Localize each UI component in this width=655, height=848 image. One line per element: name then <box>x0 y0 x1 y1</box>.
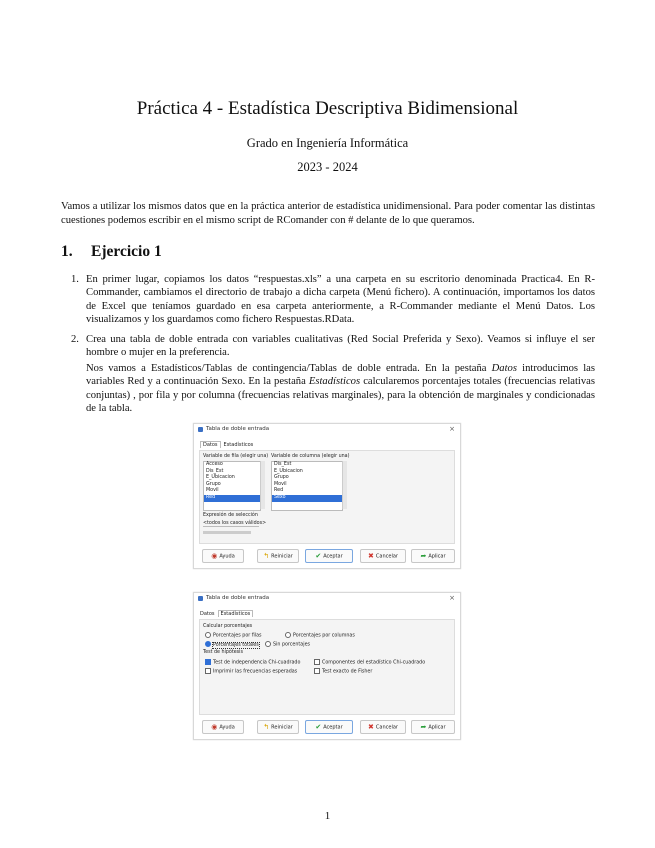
radio-no-percentages[interactable] <box>265 641 310 648</box>
checkbox-label: Test de independencia Chi-cuadrado <box>213 660 301 666</box>
ok-button[interactable] <box>305 549 353 563</box>
list-item <box>71 273 595 327</box>
radio-label: Porcentajes por filas <box>213 633 262 639</box>
tab-data[interactable]: Datos <box>200 441 221 448</box>
radio-row-percentages[interactable] <box>205 632 262 639</box>
apply-button[interactable] <box>411 549 455 563</box>
intro-paragraph: Vamos a utilizar los mismos datos que en la práctica anterior de estadística unidimensional. Para poder comentar las distintas cuestiones podemos escribir en el mismo script de RComander con # delante de lo que queramos. <box>61 201 595 226</box>
list-item[interactable]: Acceso <box>206 462 223 467</box>
list-item-text: Crea una tabla de doble entrada con variables cualitativas (Red Social Preferida y Sexo). Veamos si influye el ser hombre o mujer en la preferencia. <box>86 334 595 359</box>
apply-label: Aplicar <box>428 553 446 560</box>
cancel-label: Cancelar <box>375 724 398 731</box>
document-subtitle: Grado en Ingeniería Informática <box>246 136 409 150</box>
cancel-button[interactable] <box>360 549 406 563</box>
checkbox-label: Componentes del estadístico Chi-cuadrado <box>322 660 426 666</box>
help-button[interactable] <box>202 720 244 734</box>
column-variable-label: Variable de columna (elegir una) <box>271 454 350 459</box>
section-heading <box>61 243 162 261</box>
page-number: 1 <box>324 810 331 822</box>
percentages-label: Calcular porcentajes <box>203 624 253 629</box>
cancel-label: Cancelar <box>375 553 398 560</box>
app-icon <box>198 596 203 601</box>
radio-label: Porcentajes por columnas <box>293 633 355 639</box>
row-variable-label: Variable de fila (elegir una) <box>203 454 269 459</box>
row-variable-list[interactable] <box>203 461 261 511</box>
radio-label: Porcentajes totales <box>213 642 259 648</box>
dialog-title: Tabla de doble entrada <box>206 595 270 601</box>
app-icon <box>198 427 203 432</box>
tab-statistics[interactable]: Estadísticos <box>223 442 254 448</box>
subset-input[interactable]: <todos los casos válidos> <box>203 521 267 526</box>
cancel-icon: ✖ <box>368 723 374 731</box>
check-icon: ✔ <box>315 723 322 731</box>
apply-button[interactable] <box>411 720 455 734</box>
dialog-title: Tabla de doble entrada <box>206 426 270 432</box>
list-item[interactable]: E_Ubicacion <box>206 475 235 481</box>
list-item-number: 2. <box>71 334 79 345</box>
document-year: 2023 - 2024 <box>297 160 358 174</box>
section-number: 1. <box>61 243 73 260</box>
list-item[interactable]: Movil <box>274 481 287 487</box>
instructions-paragraph <box>86 362 595 416</box>
apply-icon: ➦ <box>420 723 427 731</box>
radio-column-percentages[interactable] <box>285 632 355 639</box>
reset-label: Reiniciar <box>271 724 293 731</box>
para-text: introducimos las variables Red y a continuación Sexo. En la pestaña <box>86 363 595 388</box>
ok-button[interactable] <box>305 720 353 734</box>
list-item[interactable]: E_Ubicacion <box>274 468 303 474</box>
checkbox-icon <box>314 659 320 665</box>
list-item[interactable]: Grupo <box>206 481 221 487</box>
reset-icon: ↰ <box>263 552 270 560</box>
checkbox-label: Test exacto de Fisher <box>322 669 373 675</box>
close-icon[interactable]: × <box>449 425 455 433</box>
tab-statistics[interactable]: Estadísticos <box>218 610 254 617</box>
data-panel <box>199 450 455 544</box>
help-icon: ◉ <box>211 723 218 731</box>
dialog-titlebar <box>194 424 460 436</box>
reset-icon: ↰ <box>263 723 270 731</box>
section-title: Ejercicio 1 <box>91 243 162 260</box>
checkbox-fisher-test[interactable] <box>314 668 372 675</box>
tests-label: Test de hipótesis <box>203 650 244 655</box>
document-title: Práctica 4 - Estadística Descriptiva Bidimensional <box>136 98 519 119</box>
help-button[interactable] <box>202 549 244 563</box>
check-icon: ✔ <box>315 552 322 560</box>
cancel-icon: ✖ <box>368 552 374 560</box>
dialog-statistics-tab <box>193 592 461 740</box>
list-item-selected[interactable]: Sexo <box>272 495 342 502</box>
help-icon: ◉ <box>211 552 218 560</box>
list-item[interactable]: Movil <box>206 488 219 494</box>
scrollbar[interactable] <box>260 461 265 509</box>
checkbox-icon <box>205 659 211 665</box>
checkbox-chisq-test[interactable] <box>205 659 300 666</box>
apply-label: Aplicar <box>428 724 446 731</box>
reset-button[interactable] <box>257 549 299 563</box>
tab-data[interactable]: Datos <box>200 611 215 617</box>
apply-icon: ➦ <box>420 552 427 560</box>
list-item-selected[interactable]: Red <box>204 495 260 502</box>
tab-bar <box>200 611 256 617</box>
para-emphasis: Estadísticos <box>308 376 361 388</box>
para-text: calcularemos porcentajes totales (frecuencias relativas conjuntas) , por fila y por columna (frecuencias relativas marginales), para la obtención de marginales y condicionadas de la tabla. <box>86 376 595 415</box>
button-row <box>199 544 455 566</box>
horizontal-scrollbar[interactable] <box>203 531 251 534</box>
dialog-data-tab <box>193 423 461 569</box>
subset-label: Expresión de selección <box>203 513 258 518</box>
radio-icon <box>205 632 211 638</box>
checkbox-icon <box>314 668 320 674</box>
radio-label: Sin porcentajes <box>273 642 311 648</box>
ok-label: Aceptar <box>323 553 343 560</box>
statistics-panel <box>199 619 455 715</box>
list-item[interactable]: Dis_Est <box>206 468 224 474</box>
help-label: Ayuda <box>219 724 235 731</box>
para-emphasis: Datos <box>491 363 517 374</box>
reset-label: Reiniciar <box>271 553 293 560</box>
list-item-number: 1. <box>71 274 79 285</box>
button-row <box>199 715 455 737</box>
para-text: Nos vamos a Estadísticos/Tablas de contingencia/Tablas de doble entrada. En la pestaña <box>86 363 492 374</box>
checkbox-chisq-components[interactable] <box>314 659 425 666</box>
ok-label: Aceptar <box>323 724 343 731</box>
list-item-text: En primer lugar, copiamos los datos “respuestas.xls” a una carpeta en su escritorio denominada Practica4. En R-Commander, cambiamos el directorio de trabajo a dicha carpeta (Menú fichero). A continuación, importamos los datos de Excel que teníamos guardado en esa carpeta anteriormente, a R-Commander mediante el Menú Datos. Los visualizamos y los guardamos como fichero Respuestas.RData. <box>86 274 595 326</box>
radio-icon <box>285 632 291 638</box>
list-item[interactable]: Red <box>274 488 284 494</box>
reset-button[interactable] <box>257 720 299 734</box>
list-item[interactable]: Grupo <box>274 475 289 481</box>
radio-total-percentages[interactable] <box>205 641 259 648</box>
cancel-button[interactable] <box>360 720 406 734</box>
column-variable-list[interactable] <box>271 461 343 511</box>
help-label: Ayuda <box>219 553 235 560</box>
checkbox-icon <box>205 668 211 674</box>
checkbox-label: Imprimir las frecuencias esperadas <box>213 669 298 675</box>
list-item <box>71 333 595 360</box>
radio-icon <box>265 641 271 647</box>
checkbox-expected-frequencies[interactable] <box>205 668 297 675</box>
tab-bar <box>200 442 256 448</box>
scrollbar[interactable] <box>342 461 347 509</box>
list-item[interactable]: Dis_Est <box>274 462 292 467</box>
close-icon[interactable]: × <box>449 594 455 602</box>
radio-icon <box>205 641 211 647</box>
dialog-titlebar <box>194 593 460 605</box>
